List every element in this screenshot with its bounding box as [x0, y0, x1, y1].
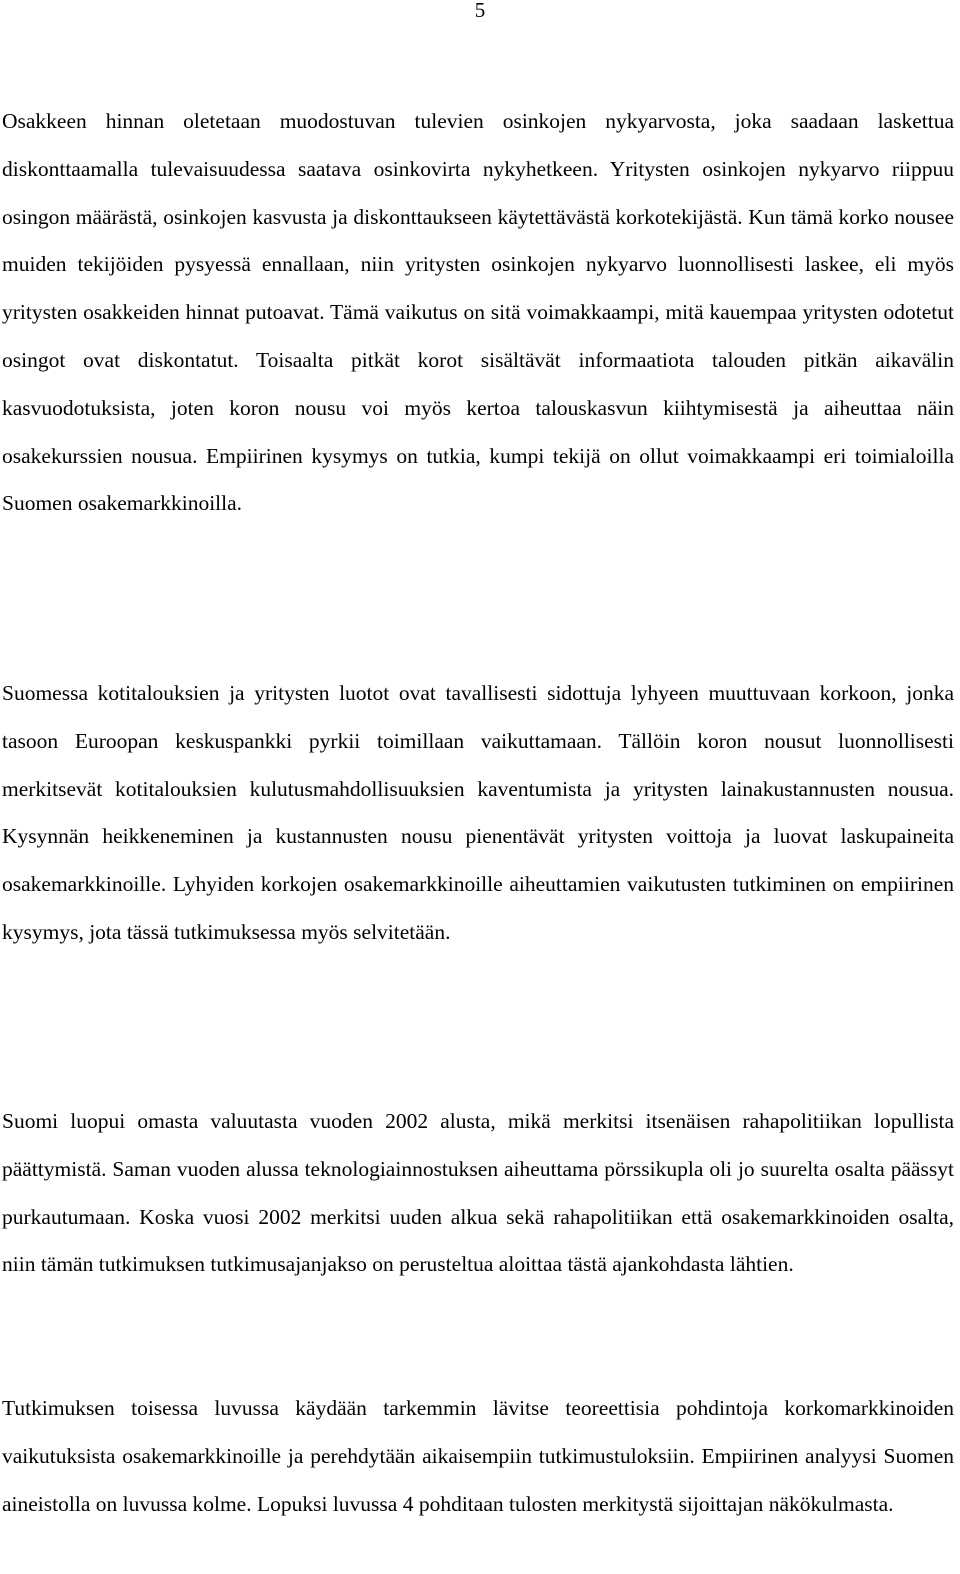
paragraph-stock-valuation: Osakkeen hinnan oletetaan muodostuvan tulevien osinkojen nykyarvosta, joka saadaan laskettua diskonttaamalla tulevaisuudessa saatava osinkovirta nykyhetkeen. Yritysten osinkojen nykyarvo riippuu osingon määrästä, osinkojen kasvusta ja diskonttaukseen käytettävästä korkotekijästä. Kun tämä korko nousee muiden tekijöiden pysyessä ennallaan, niin yritysten osinkojen nykyarvo luonnollisesti laskee, eli myös yritysten osakkeiden hinnat putoavat. Tämä vaikutus on sitä voimakkaampi, mitä kauempaa yritysten odotetut osingot ovat diskontatut. Toisaalta pitkät korot sisältävät informaatiota talouden pitkän aikavälin kasvuodotuksista, joten koron nousu voi myös kertoa talouskasvun kiihtymisestä ja aiheuttaa näin osakekurssien nousua. Empiirinen kysymys on tutkia, kumpi tekijä on ollut voimakkaampi eri toimialoilla Suomen osakemarkkinoilla. — [2, 109, 954, 516]
paragraph-short-rates: Suomessa kotitalouksien ja yritysten luotot ovat tavallisesti sidottuja lyhyeen muuttuvaan korkoon, jonka tasoon Euroopan keskuspankki pyrkii toimillaan vaikuttamaan. Tällöin koron nousut luonnollisesti merkitsevät kotitalouksien kulutusmahdollisuuksien kaventumista ja yritysten lainakustannusten nousua. Kysynnän heikkeneminen ja kustannusten nousu pienentävät yritysten voittoja ja luovat laskupaineita osakemarkkinoille. Lyhyiden korkojen osakemarkkinoille aiheuttamien vaikutusten tutkiminen on empiirinen kysymys, jota tässä tutkimuksessa myös selvitetään. — [2, 681, 954, 944]
paragraph-study-period: Suomi luopui omasta valuutasta vuoden 2002 alusta, mikä merkitsi itsenäisen rahapolitiikan lopullista päättymistä. Saman vuoden alussa teknologiainnostuksen aiheuttama pörssikupla oli jo suurelta osalta päässyt purkautumaan. Koska vuosi 2002 merkitsi uuden alkua sekä rahapolitiikan että osakemarkkinoiden osalta, niin tämän tutkimuksen tutkimusajanjakso on perusteltua aloittaa tästä ajankohdasta lähtien. — [2, 1109, 954, 1277]
page-number: 5 — [474, 0, 486, 22]
paragraph-outline: Tutkimuksen toisessa luvussa käydään tarkemmin lävitse teoreettisia pohdintoja korkomarkkinoiden vaikutuksista osakemarkkinoille ja perehdytään aikaisempiin tutkimustuloksiin. Empiirinen analyysi Suomen aineistolla on luvussa kolme. Lopuksi luvussa 4 pohditaan tulosten merkitystä sijoittajan näkökulmasta. — [2, 1396, 954, 1516]
